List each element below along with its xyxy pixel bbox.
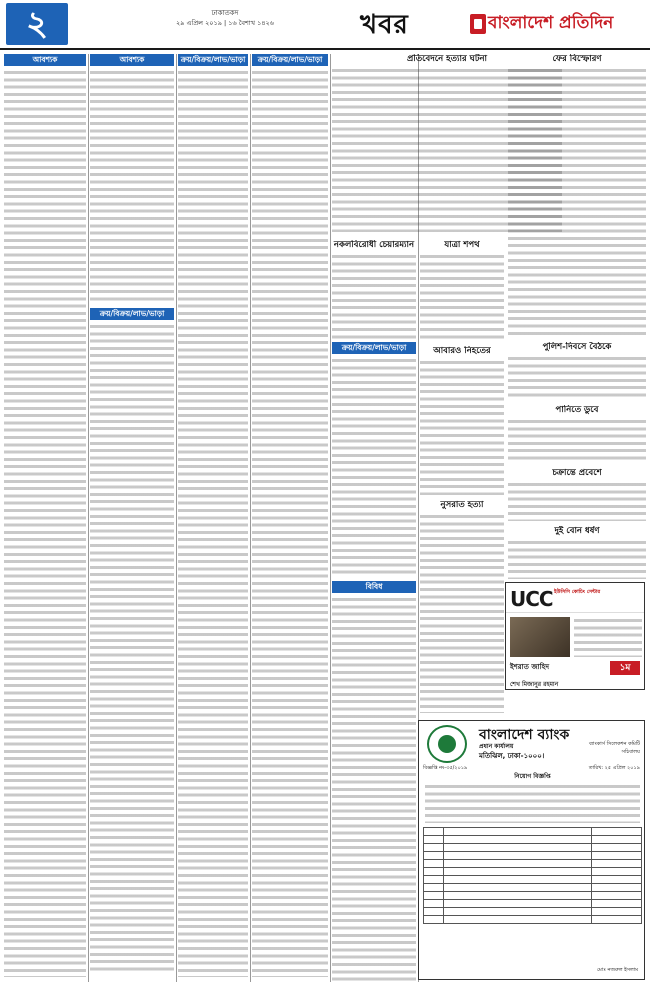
- headline: পানিতে ডুবে: [555, 405, 599, 415]
- classified-text: [4, 69, 86, 977]
- headline: দুই বোন ধর্ষণ: [554, 526, 600, 536]
- headline: চক্রান্তে প্রবেশে: [552, 468, 602, 478]
- news-story-right-1: [508, 54, 646, 339]
- ad-text: [574, 617, 642, 657]
- section-title: খবর: [360, 10, 409, 40]
- article-text: [508, 67, 646, 337]
- notice-signature: মোঃ নজরুল ইসলাম: [597, 967, 638, 973]
- notice-title: নিয়োগ বিজ্ঞপ্তি: [514, 773, 551, 780]
- news-story: [420, 500, 504, 715]
- bank-committee: ব্যাংকার্স সিলেকশন কমিটি সচিবালয়: [588, 741, 640, 755]
- column-rule: [88, 54, 89, 982]
- classified-column-1: [4, 54, 86, 980]
- column-header: ক্রয়/বিক্রয়/লাভ/ভাড়া: [178, 54, 248, 66]
- news-story-right-4: [508, 468, 646, 523]
- ad-person-1: ইশরাত জাহিদ: [510, 663, 550, 671]
- ad-person-2: শেখ মিজানুর রহমান: [510, 681, 559, 688]
- classified-column-5: [332, 342, 416, 982]
- article-text: [508, 355, 646, 401]
- ad-tagline: ইউসিসি কোচিং সেন্টার: [554, 589, 601, 595]
- classified-column-2: [90, 54, 174, 980]
- article-text: [420, 513, 504, 713]
- ucc-logo: UCC: [510, 587, 553, 611]
- classified-text: [90, 323, 174, 973]
- column-header: ক্রয়/বিক্রয়/লাভ/ভাড়া: [332, 342, 416, 354]
- classified-text: [90, 69, 174, 304]
- headline: নকলবিরোধী চেয়ারম্যান: [333, 240, 415, 250]
- headline: নুসরাত হত্যা: [440, 500, 484, 510]
- news-story-right-2: [508, 342, 646, 402]
- notice-date: তারিখ: ২৫ এপ্রিল ২০১৯: [588, 765, 640, 771]
- column-header: আবশ্যক: [90, 54, 174, 66]
- article-text: [332, 253, 416, 339]
- column-rule: [330, 54, 331, 982]
- newspaper-logo[interactable]: [470, 6, 645, 44]
- classified-column-3: [178, 54, 248, 980]
- article-text: [508, 539, 646, 579]
- notice-text: [425, 783, 640, 823]
- classified-text: [178, 69, 248, 977]
- bank-name: বাংলাদেশ ব্যাংক: [479, 727, 570, 743]
- date-block: [140, 8, 310, 28]
- article-text: [508, 481, 646, 521]
- classified-text: [332, 596, 416, 982]
- day-label: ঢাকাতকদ: [211, 9, 239, 17]
- ucc-advertisement[interactable]: [505, 582, 645, 690]
- headline: ফের বিস্ফোরণ: [552, 54, 602, 64]
- headline: প্রতিবেদনে হত্যার ঘটনা: [406, 54, 488, 64]
- ad-rank-badge: ১ম: [610, 661, 640, 675]
- news-story-right-3: [508, 405, 646, 465]
- article-text: [420, 359, 504, 495]
- page-number: ২: [6, 3, 68, 45]
- classified-text: [332, 357, 416, 577]
- news-story: [420, 346, 504, 496]
- headline: আবারও নিহতের: [433, 346, 491, 356]
- masthead: [0, 0, 650, 50]
- logo-text: বাংলাদেশ প্রতিদিন: [488, 13, 614, 33]
- bank-department: প্রধান কার্যালয়: [479, 743, 514, 750]
- column-header: ক্রয়/বিক্রয়/লাভ/ভাড়া: [90, 308, 174, 320]
- article-text: [508, 418, 646, 464]
- notice-ref: বিজ্ঞপ্তি নং-৩৫/২০১৯: [423, 765, 468, 771]
- bank-seal-icon: [427, 725, 467, 763]
- logo-icon: [470, 14, 486, 34]
- classified-text: [252, 69, 328, 977]
- news-story: [420, 240, 504, 340]
- headline: যাত্রা শপথ: [444, 240, 480, 250]
- column-header: বিবিধ: [332, 581, 416, 593]
- news-story-right-5: [508, 526, 646, 580]
- ad-photo: [510, 617, 570, 657]
- column-header: আবশ্যক: [4, 54, 86, 66]
- date-line: ২৯ এপ্রিল ২০১৯ | ১৬ বৈশাখ ১৪২৬: [176, 19, 274, 27]
- bank-address: মতিঝিল, ঢাকা-১০০০।: [479, 752, 545, 760]
- ad-header: [506, 583, 644, 613]
- column-header: ক্রয়/বিক্রয়/লাভ/ভাড়া: [252, 54, 328, 66]
- headline: পুলিশ-দিবসে বৈঠকে: [542, 342, 612, 352]
- article-text: [420, 253, 504, 339]
- bangladesh-bank-notice: [418, 720, 645, 980]
- column-rule: [176, 54, 177, 982]
- news-story: [332, 240, 416, 340]
- column-rule: [250, 54, 251, 982]
- notice-table: [423, 827, 642, 924]
- classified-column-4: [252, 54, 328, 980]
